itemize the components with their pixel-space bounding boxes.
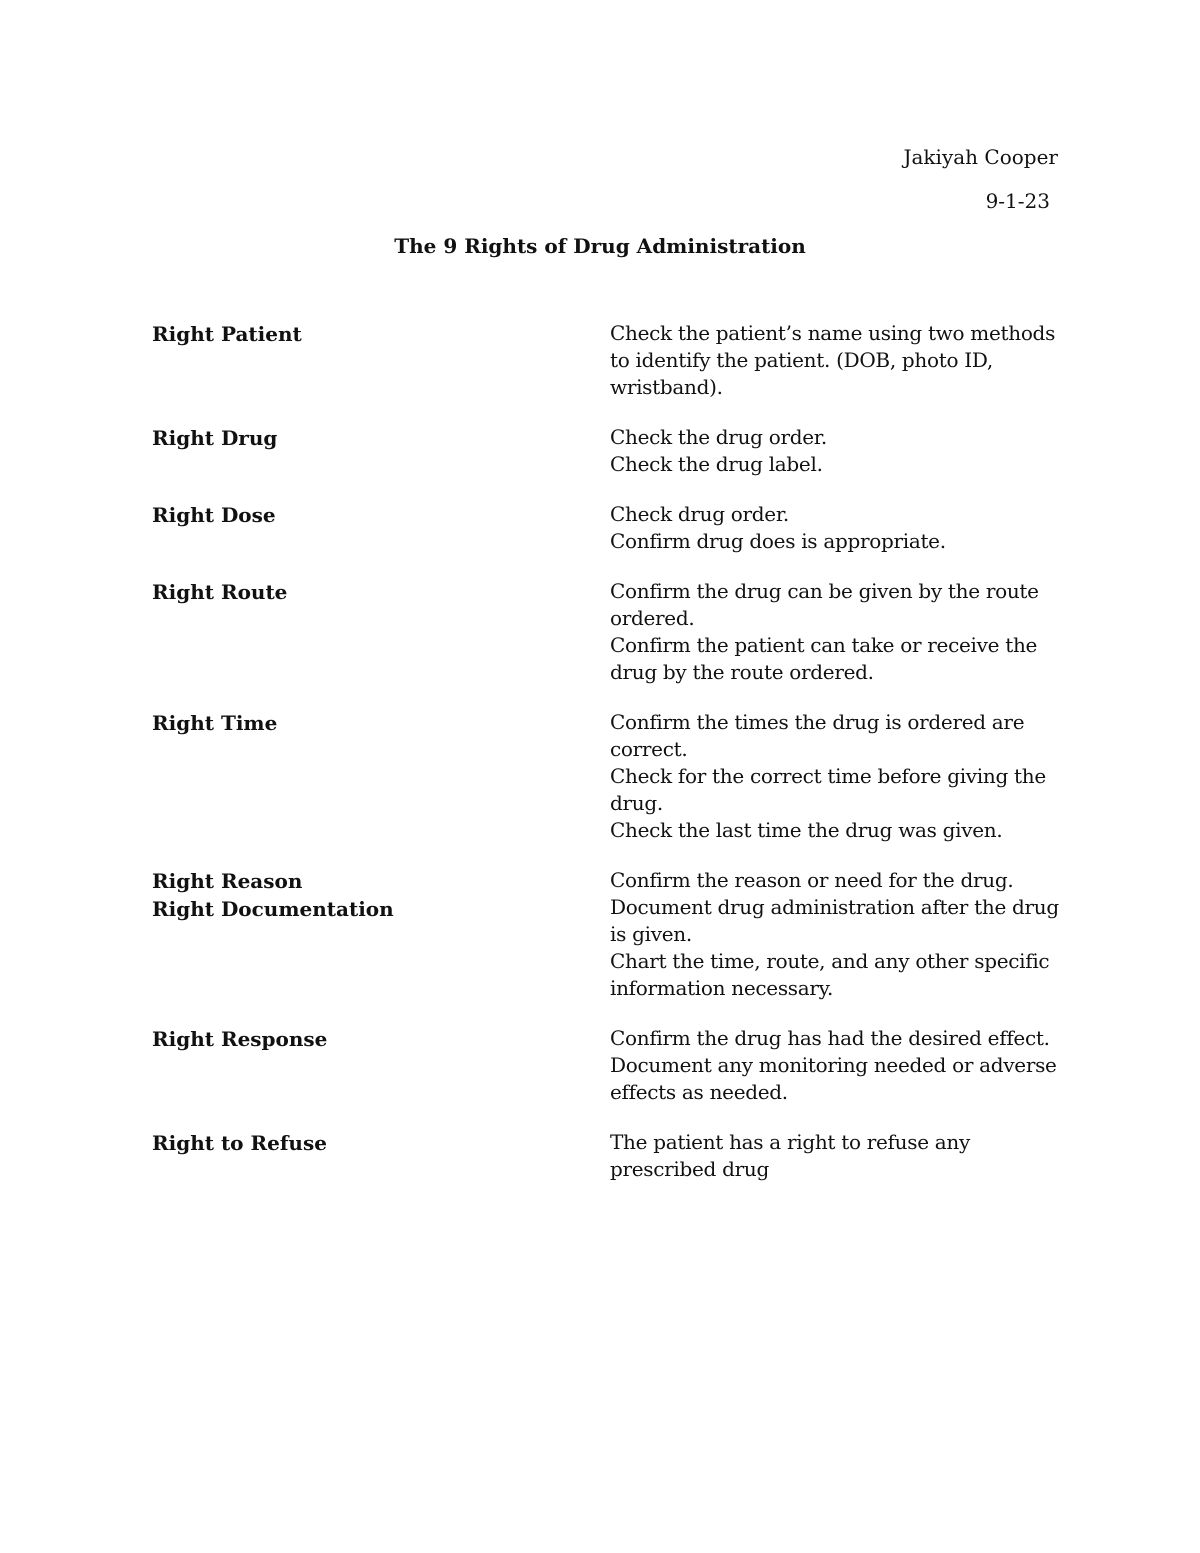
right-labels bbox=[152, 424, 610, 478]
description-line: Check the last time the drug was given. bbox=[610, 818, 1003, 842]
right-description bbox=[610, 709, 1046, 844]
description-line: correct. bbox=[610, 737, 688, 761]
description-line: Confirm the patient can take or receive the bbox=[610, 633, 1038, 657]
right-label: Right Response bbox=[152, 1027, 328, 1051]
description-line: Confirm the drug can be given by the route bbox=[610, 579, 1039, 603]
description-line: Check for the correct time before giving the bbox=[610, 764, 1046, 788]
right-description bbox=[610, 424, 1040, 478]
right-label: Right Dose bbox=[152, 503, 276, 527]
right-label: Right Route bbox=[152, 580, 288, 604]
description-line: Check the drug order. bbox=[610, 425, 827, 449]
right-labels bbox=[152, 709, 610, 844]
right-label: Right Documentation bbox=[152, 897, 394, 921]
description-line: Check the patient’s name using two methods bbox=[610, 321, 1056, 345]
description-line: is given. bbox=[610, 922, 692, 946]
description-line: Check the drug label. bbox=[610, 452, 823, 476]
document-title: The 9 Rights of Drug Administration bbox=[394, 234, 806, 258]
right-labels bbox=[152, 501, 610, 555]
right-labels bbox=[152, 867, 610, 1002]
right-row bbox=[152, 1129, 1052, 1183]
right-row bbox=[152, 320, 1056, 401]
description-line: Check drug order. bbox=[610, 502, 789, 526]
description-line: Confirm drug does is appropriate. bbox=[610, 529, 946, 553]
right-label: Right Time bbox=[152, 711, 278, 735]
description-line: prescribed drug bbox=[610, 1157, 769, 1181]
right-label: Right Reason bbox=[152, 869, 303, 893]
right-row bbox=[152, 1025, 1057, 1106]
right-labels bbox=[152, 1129, 610, 1183]
right-description bbox=[610, 1025, 1057, 1106]
right-description bbox=[610, 867, 1059, 1002]
right-label: Right Drug bbox=[152, 426, 278, 450]
right-row bbox=[152, 424, 1052, 478]
author-name: Jakiyah Cooper bbox=[903, 145, 1058, 169]
right-description bbox=[610, 578, 1040, 686]
description-line: Confirm the drug has had the desired effect. bbox=[610, 1026, 1050, 1050]
right-labels bbox=[152, 320, 610, 401]
description-line: Document drug administration after the drug bbox=[610, 895, 1059, 919]
description-line: effects as needed. bbox=[610, 1080, 788, 1104]
right-description bbox=[610, 1129, 1040, 1183]
right-labels bbox=[152, 1025, 610, 1106]
description-line: Confirm the times the drug is ordered are bbox=[610, 710, 1025, 734]
right-label: Right to Refuse bbox=[152, 1131, 327, 1155]
right-labels bbox=[152, 578, 610, 686]
document-date: 9-1-23 bbox=[985, 189, 1050, 213]
right-label: Right Patient bbox=[152, 322, 302, 346]
description-line: to identify the patient. (DOB, photo ID, bbox=[610, 348, 993, 372]
right-description bbox=[610, 501, 1040, 555]
right-row bbox=[152, 867, 1059, 1002]
rights-list bbox=[152, 320, 1059, 1206]
right-description bbox=[610, 320, 1056, 401]
description-line: Document any monitoring needed or adverse bbox=[610, 1053, 1057, 1077]
description-line: ordered. bbox=[610, 606, 695, 630]
description-line: information necessary. bbox=[610, 976, 834, 1000]
description-line: wristband). bbox=[610, 375, 723, 399]
right-row bbox=[152, 709, 1052, 844]
right-row bbox=[152, 578, 1052, 686]
description-line: The patient has a right to refuse any bbox=[610, 1130, 971, 1154]
description-line: drug. bbox=[610, 791, 663, 815]
description-line: Confirm the reason or need for the drug. bbox=[610, 868, 1014, 892]
description-line: drug by the route ordered. bbox=[610, 660, 874, 684]
description-line: Chart the time, route, and any other specific bbox=[610, 949, 1050, 973]
right-row bbox=[152, 501, 1052, 555]
